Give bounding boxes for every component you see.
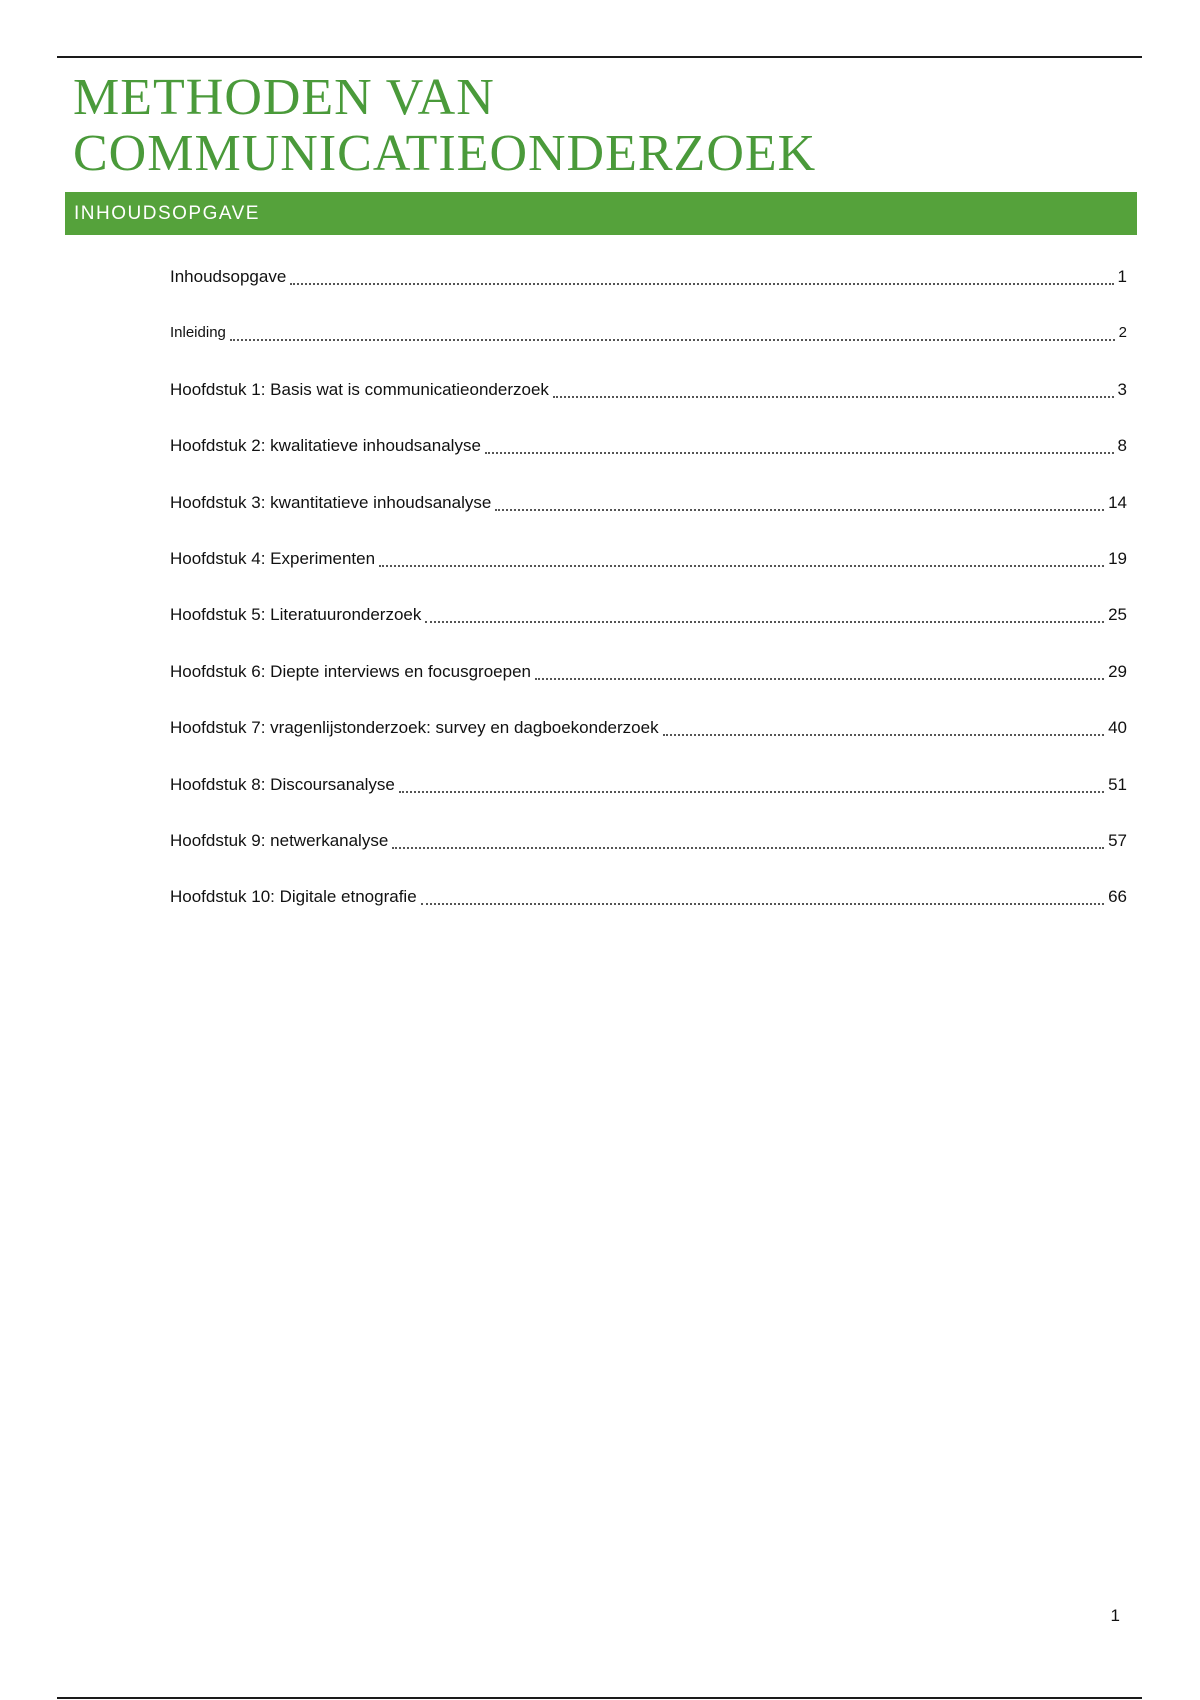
- toc-entry-label: Inhoudsopgave: [170, 267, 287, 286]
- page-number: 1: [1110, 1606, 1120, 1625]
- document-title-line-1: METHODEN VAN: [73, 69, 495, 126]
- toc-entry-page: 66: [1108, 887, 1127, 907]
- toc-entry[interactable]: [170, 318, 1127, 374]
- toc-entry-page: 25: [1108, 605, 1127, 625]
- top-rule: [57, 56, 1142, 58]
- toc-entry[interactable]: [170, 826, 1127, 882]
- toc-dot-leader: [553, 375, 1114, 398]
- toc-dot-leader: [485, 431, 1114, 454]
- toc-entry-label: Hoofdstuk 7: vragenlijstonderzoek: survey en dagboekonderzoek: [170, 718, 659, 738]
- bottom-rule: [57, 1697, 1142, 1699]
- toc-entry-page: 3: [1117, 379, 1127, 399]
- toc-entry[interactable]: [170, 713, 1127, 769]
- toc-entry-page: 51: [1108, 774, 1127, 794]
- toc-entry-page: 14: [1108, 492, 1127, 512]
- toc-entry-page: 29: [1108, 661, 1127, 681]
- toc-entry-page: 8: [1117, 436, 1127, 456]
- toc-dot-leader: [495, 488, 1104, 511]
- toc-entry[interactable]: [170, 431, 1127, 487]
- toc-entry[interactable]: [170, 262, 1127, 318]
- toc-dot-leader: [425, 600, 1104, 623]
- toc-dot-leader: [290, 262, 1113, 285]
- toc-dot-leader: [663, 713, 1105, 736]
- section-banner: [65, 192, 1137, 235]
- toc-entry[interactable]: [170, 882, 1127, 938]
- toc-entry[interactable]: [170, 770, 1127, 826]
- toc-entry-label: Hoofdstuk 8: Discoursanalyse: [170, 774, 395, 794]
- toc-entry-label: Hoofdstuk 2: kwalitatieve inhoudsanalyse: [170, 436, 481, 456]
- document-title-line-2: COMMUNICATIEONDERZOEK: [73, 125, 817, 182]
- toc-entry-label: Hoofdstuk 5: Literatuuronderzoek: [170, 605, 422, 625]
- toc-entry-page: 57: [1108, 830, 1127, 850]
- toc-dot-leader: [230, 318, 1115, 341]
- toc-dot-leader: [535, 657, 1104, 680]
- toc-dot-leader: [379, 544, 1104, 567]
- table-of-contents: [170, 262, 1127, 939]
- toc-dot-leader: [392, 826, 1104, 849]
- toc-entry-label: Hoofdstuk 6: Diepte interviews en focusgroepen: [170, 661, 531, 681]
- toc-entry[interactable]: [170, 544, 1127, 600]
- toc-entry-label: Hoofdstuk 4: Experimenten: [170, 548, 376, 568]
- toc-entry[interactable]: [170, 375, 1127, 431]
- toc-dot-leader: [399, 770, 1104, 793]
- toc-entry-page: 19: [1108, 548, 1127, 568]
- toc-entry-label: Hoofdstuk 1: Basis wat is communicatieonderzoek: [170, 379, 549, 399]
- section-heading: INHOUDSOPGAVE: [74, 203, 260, 224]
- toc-dot-leader: [421, 882, 1104, 905]
- document-title: [73, 70, 1133, 182]
- toc-entry-label: Inleiding: [170, 324, 226, 342]
- toc-entry[interactable]: [170, 488, 1127, 544]
- toc-entry-label: Hoofdstuk 10: Digitale etnografie: [170, 887, 417, 907]
- toc-entry[interactable]: [170, 657, 1127, 713]
- toc-entry-label: Hoofdstuk 9: netwerkanalyse: [170, 830, 389, 850]
- toc-entry-page: 2: [1118, 324, 1127, 342]
- toc-entry-label: Hoofdstuk 3: kwantitatieve inhoudsanalyse: [170, 492, 492, 512]
- toc-entry-page: 1: [1117, 267, 1127, 286]
- toc-entry[interactable]: [170, 600, 1127, 656]
- toc-entry-page: 40: [1108, 718, 1127, 738]
